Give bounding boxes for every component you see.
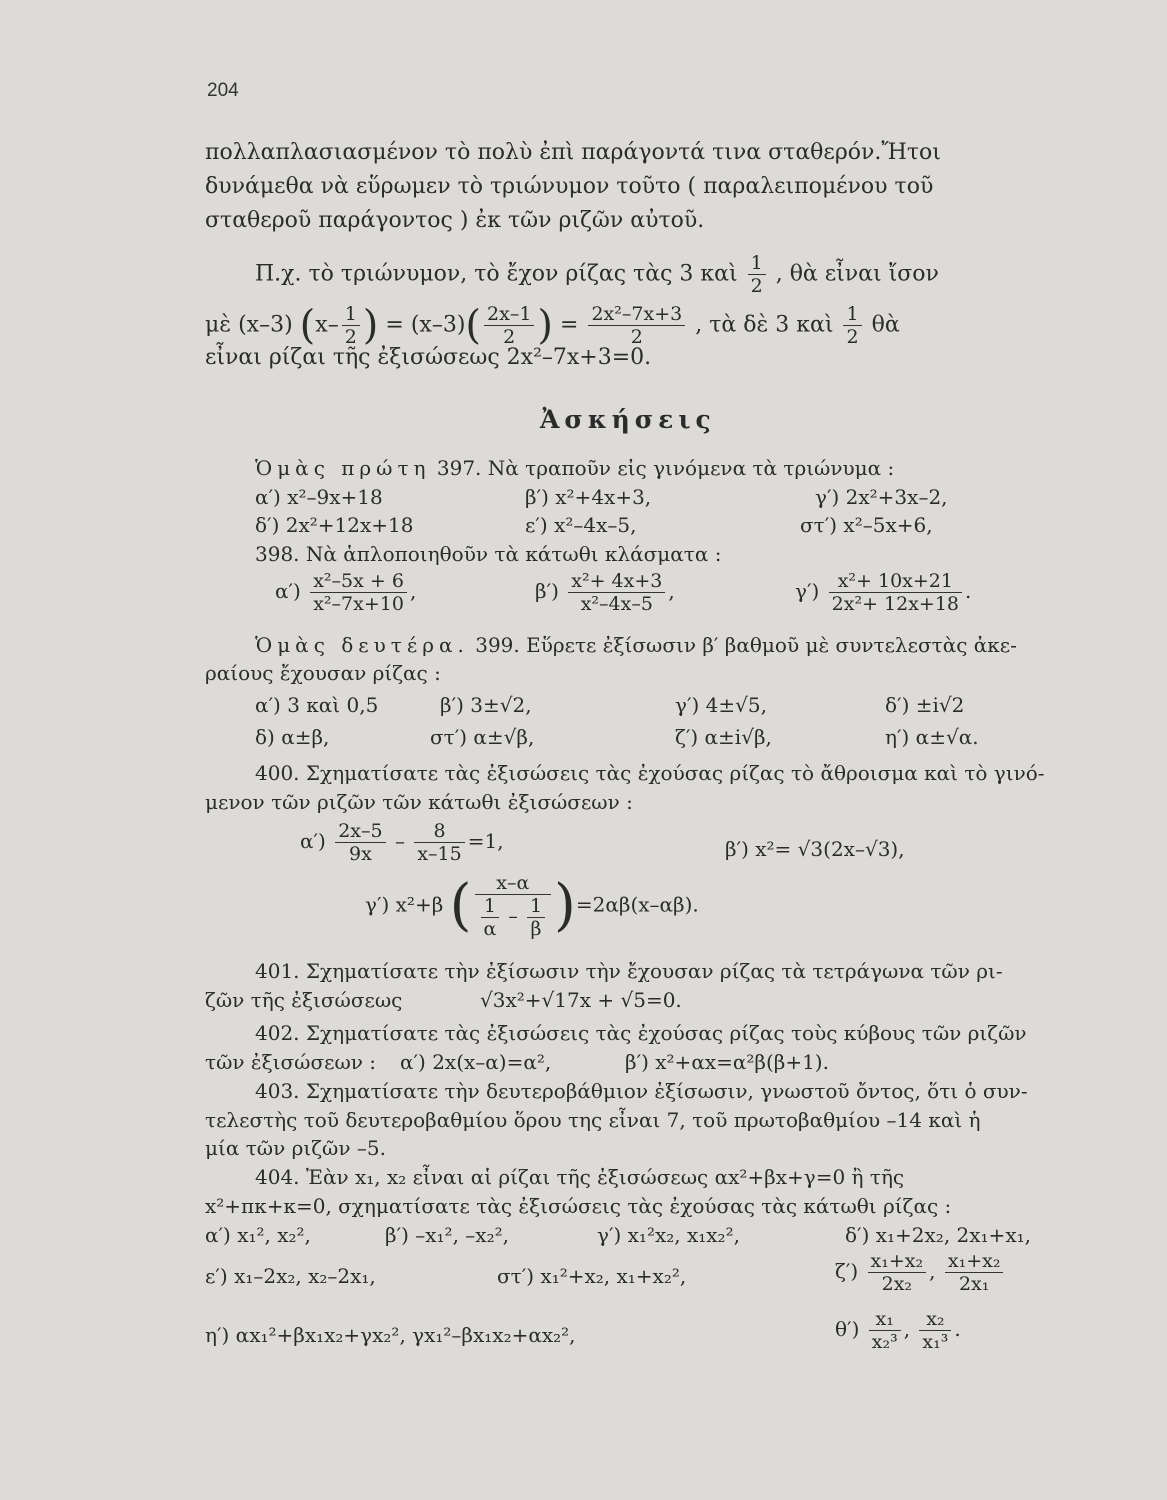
fraction: [588, 303, 685, 348]
fraction-item: γ′) $\frac{\text{x²+ 10x+21}}{\text{2x²+ 12x+18}}$ .: [795, 570, 972, 615]
denominator: x²–4x–5: [580, 593, 653, 615]
numerator: x₁: [869, 1308, 901, 1331]
paren: ): [362, 302, 379, 349]
answer-item: γ′) 4±√5,: [675, 693, 767, 717]
text-span: x–: [315, 312, 339, 338]
answer-item: η′) α±√α.: [885, 725, 979, 749]
numerator: x₂: [919, 1308, 951, 1331]
numerator: 1: [527, 895, 545, 918]
numerator: 8: [414, 820, 464, 843]
paren: (: [449, 873, 472, 938]
exercise-line: [255, 455, 894, 481]
denominator: 2x²+ 12x+18: [831, 593, 960, 615]
denominator: x²–7x+10: [313, 593, 404, 615]
paren: ): [554, 873, 576, 938]
denominator: 2: [630, 326, 643, 348]
fraction: [829, 570, 962, 615]
numerator: 2x²–7x+3: [588, 303, 685, 326]
text-line: ζῶν τῆς ἐξισώσεως: [205, 988, 403, 1012]
numerator: 1: [748, 252, 766, 275]
text-line: x²+πκ+κ=0, σχηματίσατε τὰς ἐξισώσεις τὰς ἐχούσας τὰς κάτωθι ρίζας :: [205, 1194, 952, 1218]
numerator: x²–5x + 6: [310, 570, 407, 593]
numerator: x₁+x₂: [868, 1250, 927, 1273]
denominator: 2: [344, 326, 357, 348]
item-label: γ′): [795, 579, 820, 603]
equation-line: α′) 2x(x–α)=α²,: [400, 1050, 552, 1074]
answer-item: στ′) α±√β,: [430, 725, 535, 749]
group-label: Ὁμὰς δευτέρα.: [255, 633, 469, 657]
denominator: 2x₁: [958, 1273, 990, 1295]
text-line: εἶναι ρίζαι τῆς ἐξισώσεως 2x²–7x+3=0.: [205, 345, 652, 370]
text-line: μενον τῶν ριζῶν τῶν κάτωθι ἐξισώσεων :: [205, 790, 633, 814]
answer-item: στ′) x₁²+x₂, x₁+x₂²,: [497, 1264, 687, 1288]
numerator: x₁+x₂: [945, 1250, 1004, 1273]
answer-item: δ′) ±i√2: [885, 693, 965, 717]
denominator: x₂³: [871, 1331, 898, 1353]
denominator: 2x₂: [881, 1273, 913, 1295]
denominator: 9x: [349, 843, 372, 865]
answer-item: γ′) 2x²+3x–2,: [815, 485, 948, 509]
text-span: =: [560, 312, 579, 338]
numerator: 1: [342, 303, 360, 326]
fraction-item: ζ′) $\frac{\text{x₁+x₂}}{\text{2x₂}}$ , $\frac{\text{x₁+x₂}}{\text{2x₁}}$: [835, 1250, 1006, 1295]
equation-line: [205, 303, 900, 348]
text-line: δυνάμεθα νὰ εὕρωμεν τὸ τριώνυμον τοῦτο ( παραλειπομένου τοῦ: [205, 174, 934, 199]
denominator: β: [530, 918, 542, 940]
text-line: τελεστὴς τοῦ δευτεροβαθμίου ὅρου της εἶναι 7, τοῦ πρωτοβαθμίου –14 καὶ ἡ: [205, 1108, 981, 1132]
answer-item: η′) αx₁²+βx₁x₂+γx₂², γx₁²–βx₁x₂+αx₂²,: [205, 1323, 576, 1347]
answer-item: α′) 3 καὶ 0,5: [255, 693, 379, 717]
text-span: μὲ (x–3): [205, 312, 293, 338]
fraction: [475, 872, 552, 940]
numerator: x²+ 4x+3: [568, 570, 665, 593]
text-line: ραίους ἔχουσαν ρίζας :: [205, 661, 441, 685]
numerator: 1: [481, 895, 500, 918]
denominator: 2: [750, 275, 763, 297]
answer-item: β′) 3±√2,: [440, 693, 532, 717]
answer-item: στ′) x²–5x+6,: [800, 513, 933, 537]
exercise-line: 400. Σχηματίσατε τὰς ἐξισώσεις τὰς ἐχούσας ρίζας τὸ ἄθροισμα καὶ τὸ γινό-: [255, 761, 1045, 785]
fraction-item: α′) $\frac{\text{x²–5x + 6}}{\text{x²–7x+10}}$ ,: [275, 570, 417, 615]
text-span: , θὰ εἶναι ἴσον: [775, 261, 939, 287]
equation-line: √3x²+√17x + √5=0.: [480, 988, 682, 1012]
fraction-item: θ′) $\frac{\text{x₁}}{\text{x₂³}}$ , $\frac{\text{x₂}}{\text{x₁³}}$ .: [835, 1308, 961, 1353]
example-line: [255, 252, 939, 297]
fraction: [481, 895, 500, 940]
denominator: x₁³: [922, 1331, 949, 1353]
equation-line: [365, 872, 699, 940]
fraction: [335, 820, 385, 865]
answer-item: δ′) 2x²+12x+18: [255, 513, 414, 537]
answer-item: ζ′) α±i√β,: [675, 725, 772, 749]
answer-item: α′) x₁², x₂²,: [205, 1223, 311, 1247]
text-span: 397. Νὰ τραποῦν εἰς γινόμενα τὰ τριώνυμα :: [436, 456, 895, 480]
fraction: [868, 1250, 927, 1295]
paren: (: [299, 302, 316, 349]
text-span: =2αβ(x–αβ).: [575, 892, 699, 917]
numerator: 2x–1: [484, 303, 534, 326]
equation-line: β′) x²+αx=α²β(β+1).: [625, 1050, 829, 1074]
text-span: γ′) x²+β: [365, 892, 444, 917]
exercise-line: 403. Σχηματίσατε τὴν δευτεροβάθμιον ἐξίσωσιν, γνωστοῦ ὄντος, ὅτι ὁ συν-: [255, 1079, 1028, 1103]
fraction: [484, 303, 534, 348]
answer-item: β′) x²+4x+3,: [525, 485, 652, 509]
fraction: [945, 1250, 1004, 1295]
exercise-line: [255, 632, 1017, 658]
numerator: x–α: [475, 872, 552, 895]
fraction: [342, 303, 360, 348]
fraction: [748, 252, 766, 297]
answer-item: γ′) x₁²x₂, x₁x₂²,: [597, 1223, 740, 1247]
text-span: θὰ: [871, 312, 900, 338]
denominator: 2: [503, 326, 516, 348]
exercise-line: 404. Ἐὰν x₁, x₂ εἶναι αἱ ρίζαι τῆς ἐξισώσεως αx²+βx+γ=0 ἢ τῆς: [255, 1165, 905, 1189]
fraction-item: β′) $\frac{\text{x²+ 4x+3}}{\text{x²–4x–5}}$ ,: [535, 570, 675, 615]
text-line: σταθεροῦ παράγοντος ) ἐκ τῶν ριζῶν αὐτοῦ.: [205, 208, 705, 233]
denominator: α: [483, 918, 497, 940]
numerator: 2x–5: [335, 820, 385, 843]
answer-item: α′) x²–9x+18: [255, 485, 383, 509]
paren: ): [537, 302, 554, 349]
answer-item: δ′) x₁+2x₂, 2x₁+x₁,: [845, 1223, 1031, 1247]
answer-item: ε′) x²–4x–5,: [525, 513, 637, 537]
text-line: μία τῶν ριζῶν –5.: [205, 1136, 386, 1160]
answer-item: ε′) x₁–2x₂, x₂–2x₁,: [205, 1264, 376, 1288]
text-span: 399. Εὕρετε ἐξίσωσιν β′ βαθμοῦ μὲ συντελεστὰς ἀκε-: [475, 633, 1017, 657]
denominator: 2: [846, 326, 859, 348]
fraction: [843, 303, 861, 348]
denominator: $\frac{1}{\alpha}$ – $\frac{1}{\beta}$: [475, 895, 552, 940]
item-label: β′): [535, 579, 559, 603]
text-span: Π.χ. τὸ τριώνυμον, τὸ ἔχον ρίζας τὰς 3 καὶ: [255, 261, 738, 287]
group-label: Ὁμὰς πρώτη: [255, 456, 431, 480]
exercise-line: 398. Νὰ ἁπλοποιηθοῦν τὰ κάτωθι κλάσματα :: [255, 542, 722, 566]
item-label: ζ′): [835, 1259, 859, 1283]
answer-item: β′) –x₁², –x₂²,: [385, 1223, 509, 1247]
denominator: x–15: [417, 843, 462, 865]
item-label: α′): [275, 579, 301, 603]
numerator: x²+ 10x+21: [829, 570, 962, 593]
exercise-line: 402. Σχηματίσατε τὰς ἐξισώσεις τὰς ἐχούσας ρίζας τοὺς κύβους τῶν ριζῶν: [255, 1021, 1027, 1045]
fraction: [869, 1308, 901, 1353]
text-span: = (x–3): [385, 312, 466, 338]
fraction: [527, 895, 545, 940]
text-span: =1,: [467, 829, 504, 853]
equation-line: β′) x²= √3(2x–√3),: [725, 837, 905, 861]
section-heading: Ἀσκήσεις: [540, 405, 716, 434]
item-label: α′): [300, 829, 326, 853]
text-line: τῶν ἐξισώσεων :: [205, 1050, 377, 1074]
answer-item: δ) α±β,: [255, 725, 330, 749]
fraction: [568, 570, 665, 615]
item-label: θ′): [835, 1317, 860, 1341]
text-line: πολλαπλασιασμένον τὸ πολὺ ἐπὶ παράγοντά τινα σταθερόν.Ἤτοι: [205, 140, 941, 165]
numerator: 1: [843, 303, 861, 326]
equation-line: α′) $\frac{2x-5}{9x}$ – $\frac{8}{x-15}$ =1,: [300, 820, 504, 865]
fraction: [919, 1308, 951, 1353]
text-span: , τὰ δὲ 3 καὶ: [695, 312, 834, 338]
paren: (: [465, 302, 482, 349]
exercise-line: 401. Σχηματίσατε τὴν ἐξίσωσιν τὴν ἔχουσαν ρίζας τὰ τετράγωνα τῶν ρι-: [255, 959, 1003, 983]
fraction: [414, 820, 464, 865]
page-number: 204: [207, 80, 239, 101]
fraction: [310, 570, 407, 615]
